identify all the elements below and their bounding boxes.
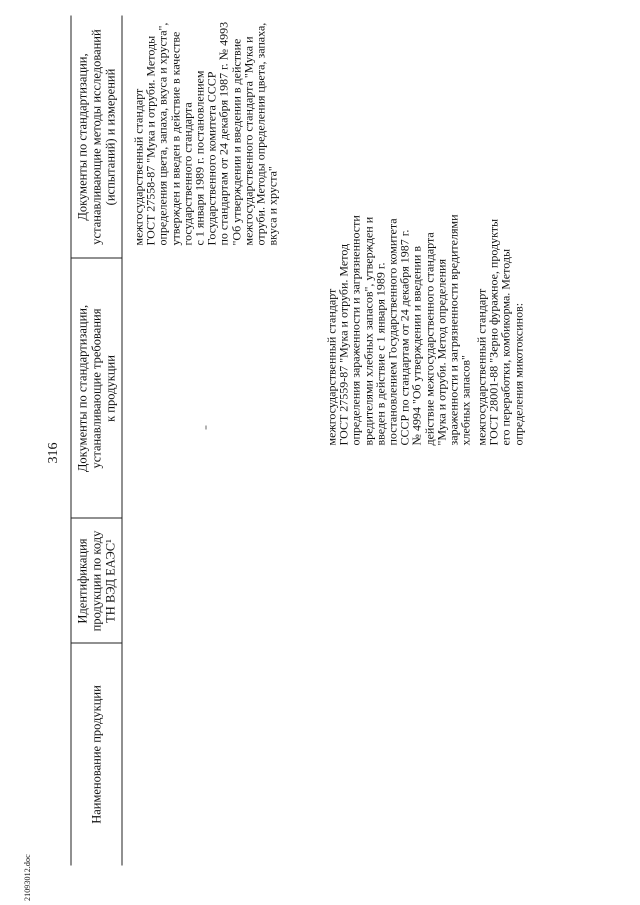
- page-number: 316: [46, 442, 61, 464]
- methods-entry-gost-27558: межгосударственный стандарт ГОСТ 27558-87 "Мука и отруби. Методы определения цвета, запаха, вкуса и хруста", утвержден и введен в действие в качестве государственного стандарта с 1 января 1989 г. постановлением Государственного комитета СССР по стандартам от 24 декабря 1987 г. № 4993 "Об утверждении и введении в действие межгосударственного стандарта "Мука и отруби. Методы определения цвета, запаха, вкуса и хруста": [131, 21, 280, 245]
- methods-entry-gost-27559: межгосударственный стандарт ГОСТ 27559-87 "Мука и отруби. Метод определения зараженности и загрязненности вредителями хлебных запасов", утвержден и введен в действие с 1 января 1989 г. постановлением Государственного комитета СССР по стандартам от 24 декабря 1987 г. № 4994 "Об утверждении и введении в действие межгосударственного стандарта "Мука и отруби. Метод определения зараженности и загрязненности вредителями хлебных запасов": [324, 214, 473, 445]
- table-header-row: [70, 15, 122, 865]
- methods-column: [325, 15, 471, 445]
- requirements-placeholder-mark: [205, 425, 206, 429]
- header-product-name: Наименование продукции: [89, 684, 103, 824]
- header-requirements-docs: Документы по стандартизации, устанавливающие требования к продукции: [75, 304, 117, 472]
- header-product-code: Идентификация продукции по коду ТН ВЭД ЕАЭС¹: [75, 530, 117, 631]
- methods-column: [132, 15, 278, 245]
- document-reference: 21093012.doc: [23, 854, 32, 901]
- methods-column: [475, 15, 524, 445]
- header-methods-docs: Документы по стандартизации, устанавливающие методы исследований (испытаний) и измерений: [75, 28, 117, 245]
- standards-table: [70, 15, 540, 865]
- methods-entry-gost-28001: межгосударственный стандарт ГОСТ 28001-88 "Зерно фуражное, продукты его переработки, комбикорма. Методы определения микотоксинов:: [474, 218, 525, 445]
